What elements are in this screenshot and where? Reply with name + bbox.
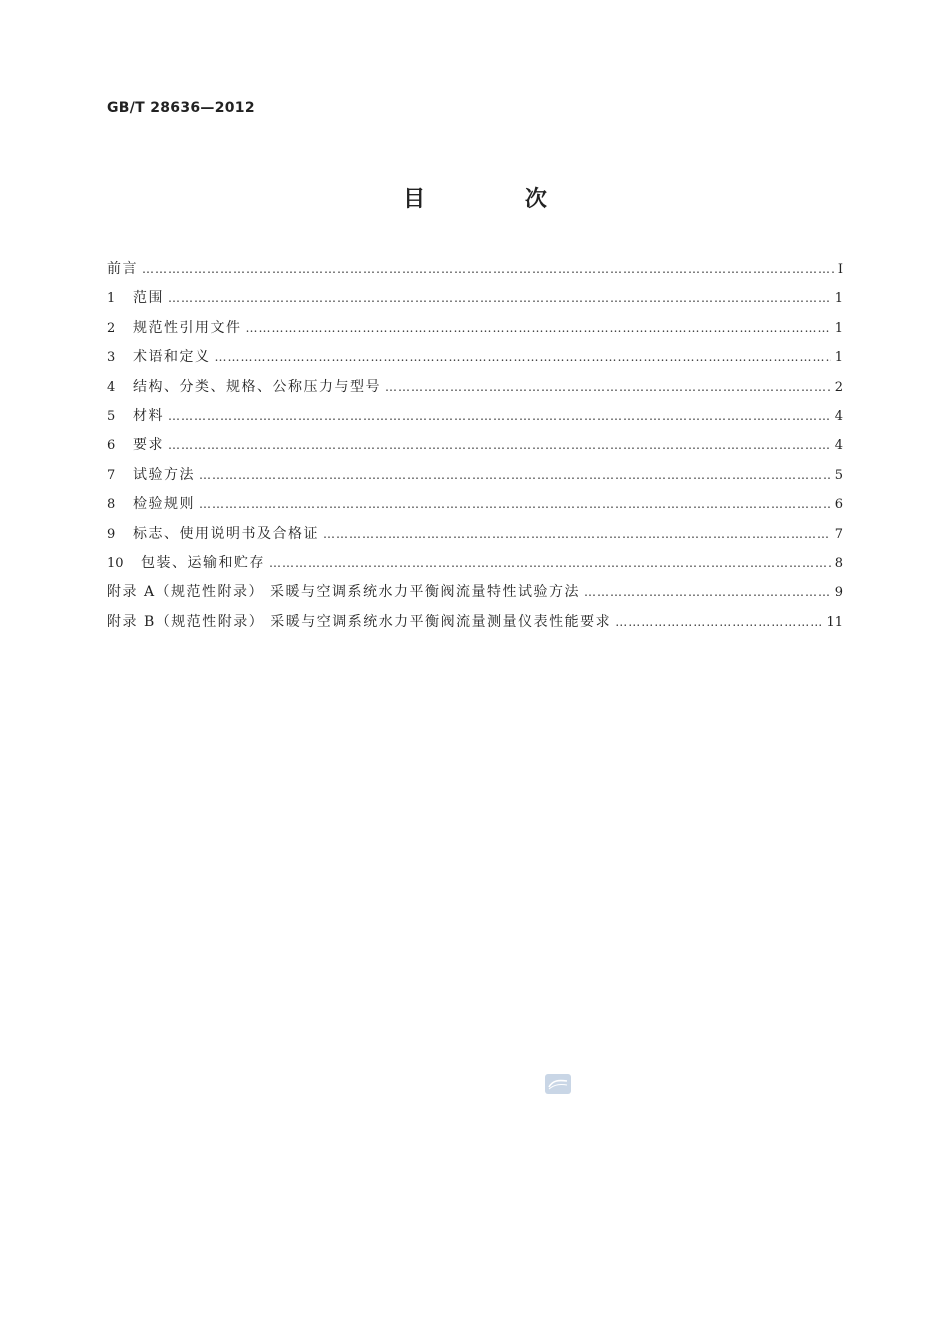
- toc-dot-leader: [215, 350, 831, 364]
- toc-entry-5[interactable]: [107, 405, 843, 434]
- toc-entry-annex-b[interactable]: [107, 611, 843, 640]
- toc-entry-1[interactable]: [107, 287, 843, 316]
- toc-entry-page: 1: [834, 320, 843, 336]
- toc-entry-8[interactable]: [107, 493, 843, 522]
- toc-entry-3[interactable]: [107, 346, 843, 375]
- toc-entry-number: 1: [107, 291, 116, 307]
- toc-dot-leader: [168, 409, 831, 423]
- toc-entry-label: 规范性引用文件: [133, 319, 242, 336]
- sac-logo-icon: [545, 1074, 571, 1094]
- toc-entry-label: 附录 B（规范性附录） 采暖与空调系统水力平衡阀流量测量仪表性能要求: [107, 613, 612, 630]
- toc-dot-leader: [269, 556, 831, 570]
- table-of-contents: [107, 258, 843, 640]
- toc-entry-4[interactable]: [107, 376, 843, 405]
- toc-entry-number: 7: [107, 467, 116, 483]
- toc-entry-6[interactable]: [107, 434, 843, 463]
- toc-dot-leader: [246, 321, 831, 335]
- toc-entry-10[interactable]: [107, 552, 843, 581]
- toc-dot-leader: [168, 438, 831, 452]
- toc-entry-page: 4: [834, 438, 843, 454]
- toc-title: 目 次: [403, 187, 593, 212]
- toc-entry-number: 10: [107, 555, 124, 571]
- toc-dot-leader: [385, 380, 831, 394]
- toc-entry-label: 试验方法: [133, 466, 195, 483]
- toc-entry-9[interactable]: [107, 523, 843, 552]
- toc-entry-number: 8: [107, 497, 116, 513]
- toc-entry-page: 1: [834, 291, 843, 307]
- toc-entry-label: 范围: [133, 290, 164, 307]
- toc-entry-annex-a[interactable]: [107, 581, 843, 610]
- toc-entry-page: Ⅰ: [837, 262, 843, 277]
- toc-entry-page: 1: [834, 350, 843, 366]
- toc-dot-leader: [199, 497, 831, 511]
- toc-entry-7[interactable]: [107, 464, 843, 493]
- toc-entry-2[interactable]: [107, 317, 843, 346]
- standard-code: GB/T 28636—2012: [107, 100, 255, 116]
- toc-entry-label: 术语和定义: [133, 349, 211, 366]
- toc-entry-label: 标志、使用说明书及合格证: [133, 525, 319, 542]
- toc-entry-page: 4: [834, 408, 843, 424]
- toc-entry-label: 结构、分类、规格、公称压力与型号: [133, 378, 381, 395]
- toc-dot-leader: [615, 615, 822, 629]
- toc-entry-page: 11: [826, 614, 843, 630]
- toc-dot-leader: [142, 262, 834, 276]
- toc-dot-leader: [584, 585, 831, 599]
- toc-entry-page: 6: [834, 497, 843, 513]
- toc-entry-label: 材料: [133, 407, 164, 424]
- toc-dot-leader: [323, 527, 831, 541]
- toc-entry-page: 2: [834, 379, 843, 395]
- toc-entry-number: 5: [107, 408, 116, 424]
- toc-entry-label: 检验规则: [133, 496, 195, 513]
- toc-entry-page: 5: [834, 467, 843, 483]
- toc-entry-page: 9: [834, 585, 843, 601]
- toc-entry-label: 要求: [133, 437, 164, 454]
- toc-entry-number: 9: [107, 526, 116, 542]
- toc-entry-page: 8: [834, 555, 843, 571]
- toc-entry-number: 6: [107, 438, 116, 454]
- toc-entry-label: 前言: [107, 261, 138, 277]
- toc-entry-foreword[interactable]: [107, 258, 843, 287]
- toc-entry-number: 2: [107, 320, 116, 336]
- toc-entry-label: 包装、运输和贮存: [141, 554, 265, 571]
- toc-dot-leader: [199, 468, 831, 482]
- toc-entry-page: 7: [834, 526, 843, 542]
- toc-entry-number: 4: [107, 379, 116, 395]
- toc-entry-number: 3: [107, 350, 116, 366]
- toc-dot-leader: [168, 291, 831, 305]
- toc-entry-label: 附录 A（规范性附录） 采暖与空调系统水力平衡阀流量特性试验方法: [107, 584, 581, 601]
